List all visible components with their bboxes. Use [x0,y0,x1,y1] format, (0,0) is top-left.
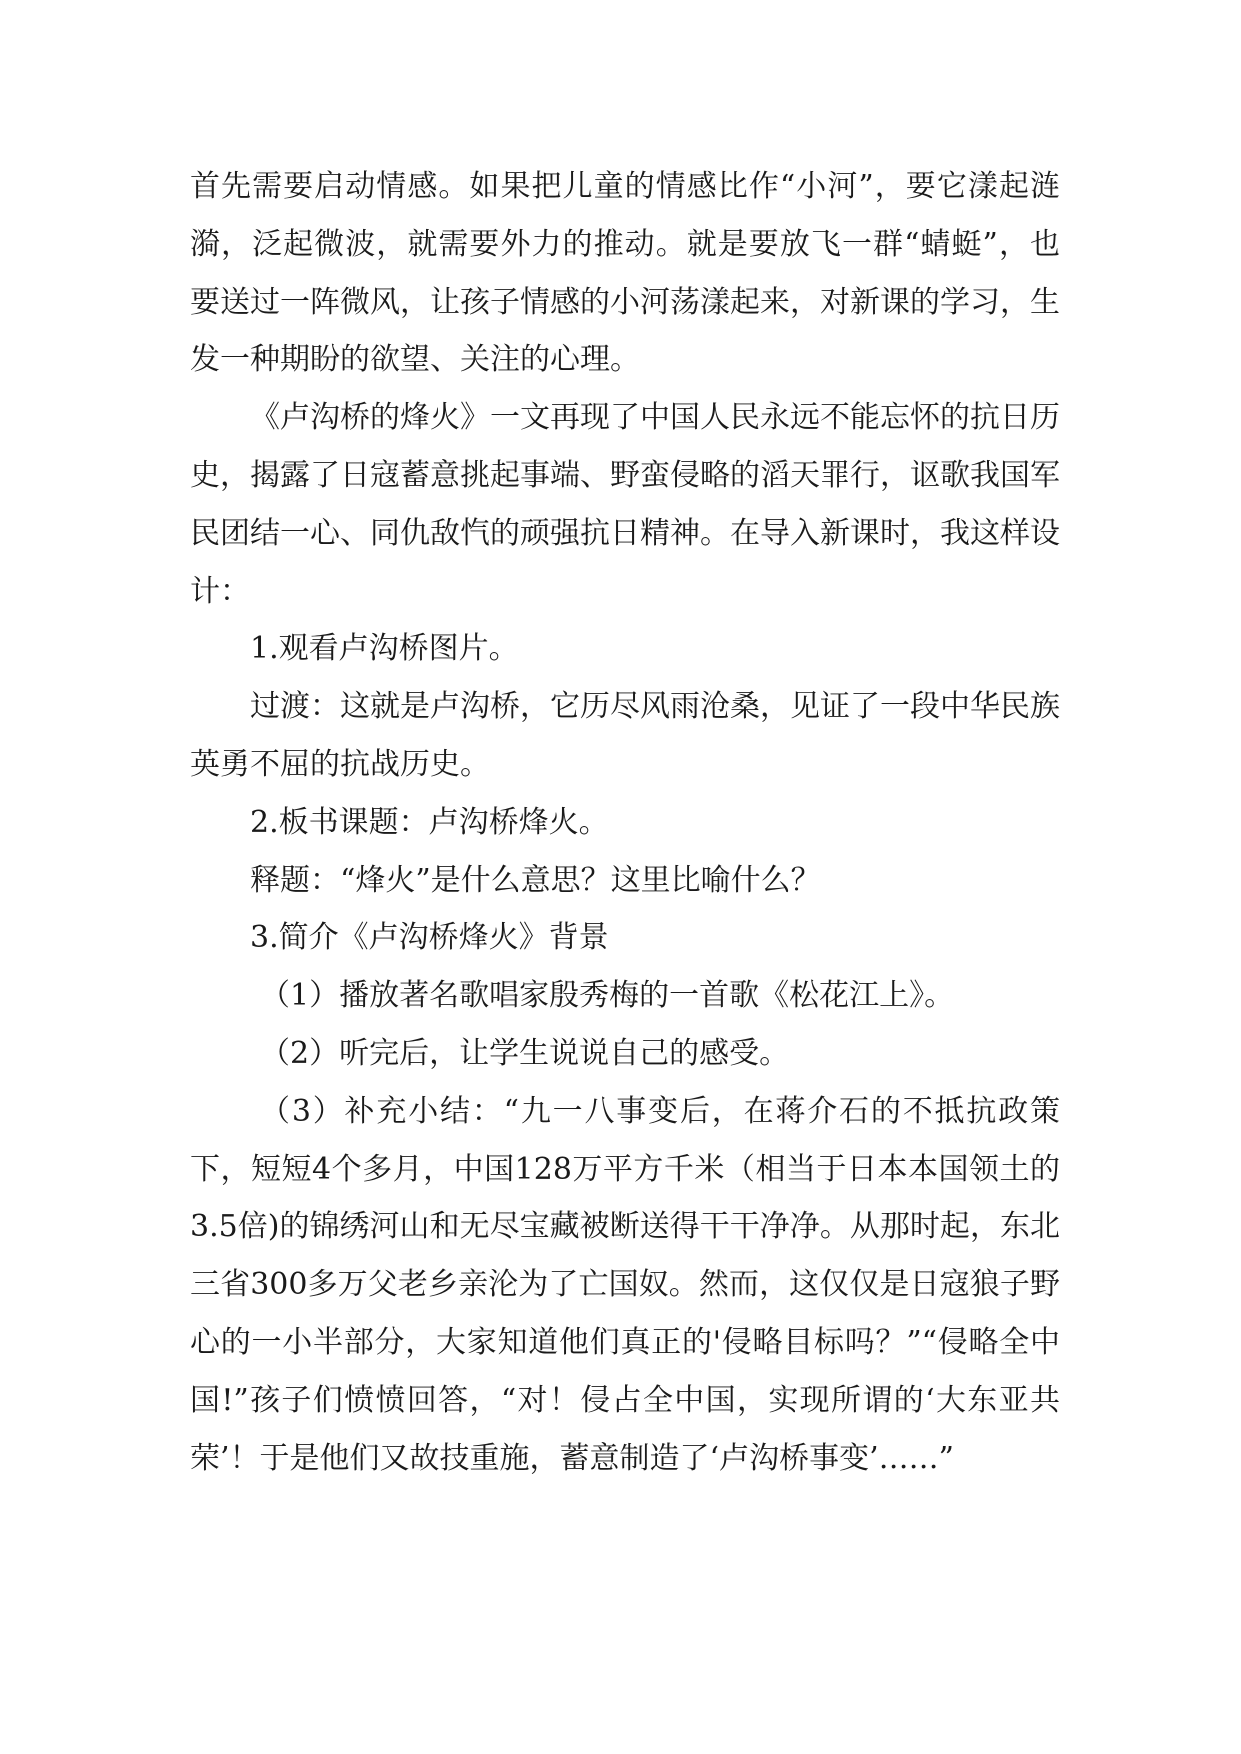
paragraph-intro-continued: 首先需要启动情感。如果把儿童的情感比作“小河”，要它漾起涟漪，泛起微波，就需要外力的推动。就是要放飞一群“蜻蜓”，也要送过一阵微风，让孩子情感的小河荡漾起来，对新课的学习，生发一种期盼的欲望、关注的心理。 [190,169,1060,378]
paragraph-step-3: 3.简介《卢沟桥烽火》背景 [250,920,609,956]
paragraph-step-1: 1.观看卢沟桥图片。 [250,631,519,667]
paragraph-title-explanation: 释题：“烽火”是什么意思？这里比喻什么？ [250,862,821,898]
paragraph-substep-1: （1）播放著名歌唱家殷秀梅的一首歌《松花江上》。 [260,978,955,1014]
paragraph-substep-3: （3）补充小结：“九一八事变后，在蒋介石的不抵抗政策下，短短4个多月，中国128万平方千米（相当于日本本国领土的3.5倍)的锦绣河山和无尽宝藏被断送得干干净净。从那时起，东北三省300多万父老乡亲沦为了亡国奴。然而，这仅仅是日寇狼子野心的一小半部分，大家知道他们真正的'侵略目标吗？”“侵略全中国!”孩子们愤愤回答，“对！侵占全中国，实现所谓的‘大东亚共荣’！于是他们又故技重施，蓄意制造了‘卢沟桥事变’……” [190,1093,1060,1476]
document-body [190,158,1060,1487]
paragraph-transition: 过渡：这就是卢沟桥，它历尽风雨沧桑，见证了一段中华民族英勇不屈的抗战历史。 [190,689,1060,782]
paragraph-substep-2: （2）听完后，让学生说说自己的感受。 [260,1035,790,1071]
paragraph-lesson-overview: 《卢沟桥的烽火》一文再现了中国人民永远不能忘怀的抗日历史，揭露了日寇蓄意挑起事端、野蛮侵略的滔天罪行，讴歌我国军民团结一心、同仇敌忾的顽强抗日精神。在导入新课时，我这样设计： [190,400,1060,609]
paragraph-step-2: 2.板书课题：卢沟桥烽火。 [250,804,609,840]
